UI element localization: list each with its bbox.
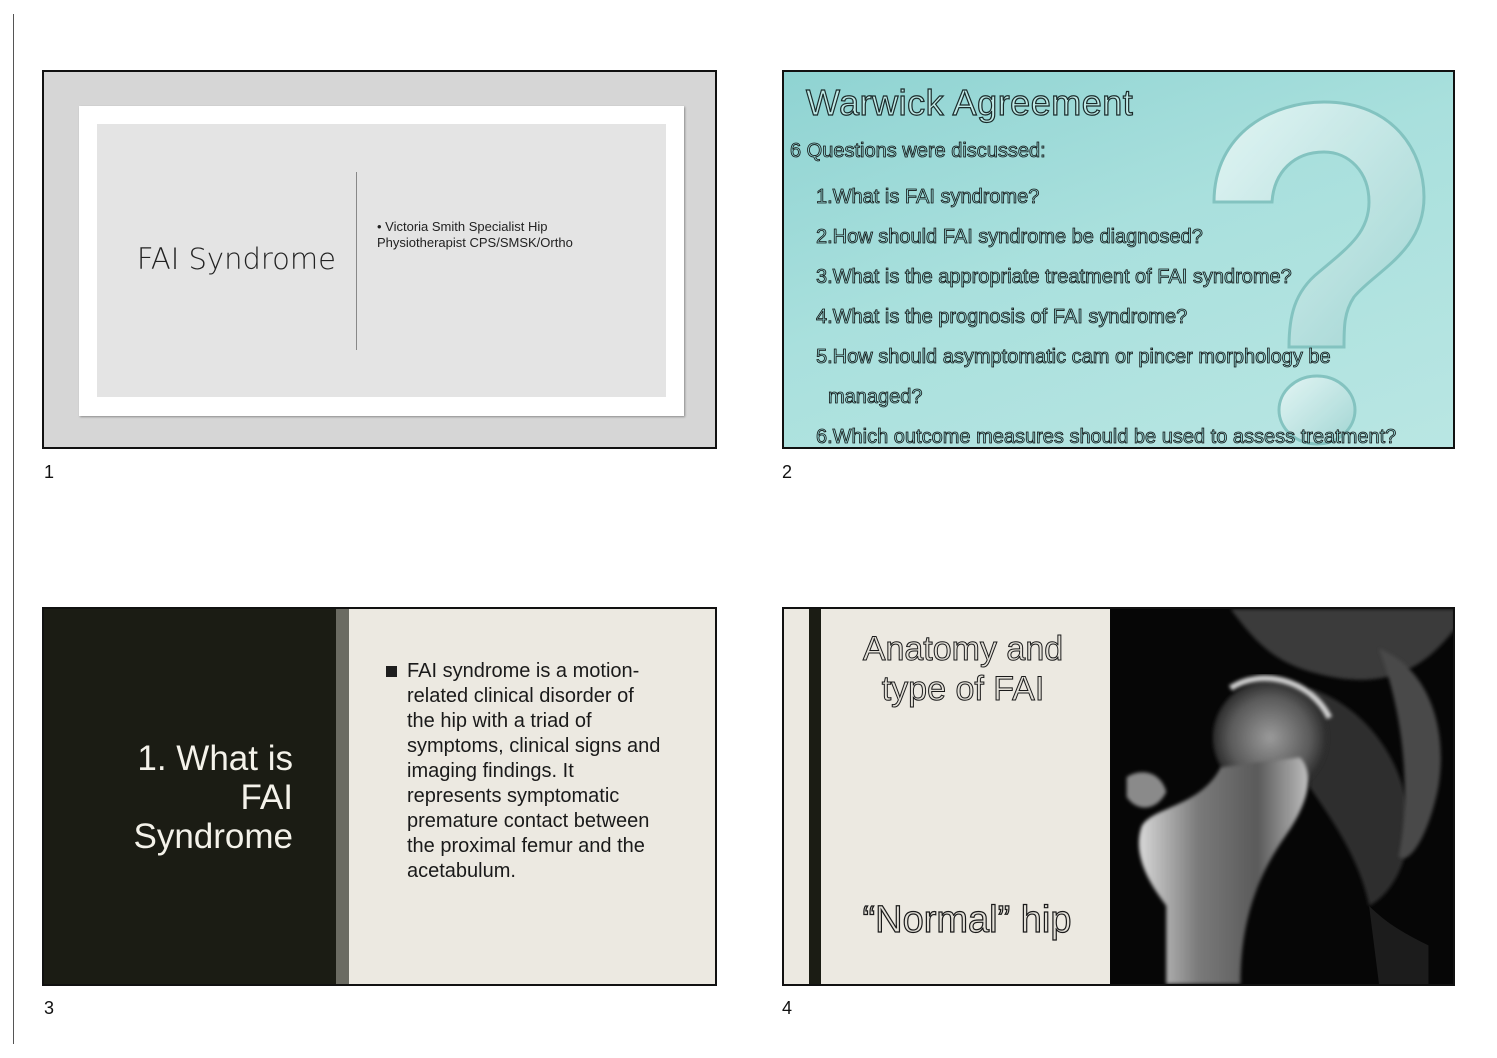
slide-3[interactable] — [42, 607, 717, 986]
slide-2-number: 2 — [782, 462, 793, 482]
list-item-text: managed? — [828, 386, 923, 408]
slide-3-title — [42, 739, 293, 856]
slide-3-bullet — [386, 659, 666, 884]
hip-xray-image — [1110, 609, 1455, 984]
list-item: 3.What is the appropriate treatment of FAI syndrome? — [816, 266, 1292, 288]
slide-4-title — [828, 629, 1098, 709]
question-list — [816, 177, 1446, 449]
slide-1-frame — [79, 106, 684, 416]
slide-1[interactable] — [42, 70, 717, 449]
slide-4[interactable] — [782, 607, 1455, 986]
list-item: 1.What is FAI syndrome? — [816, 186, 1040, 208]
slide-2-title: Warwick Agreement — [806, 82, 1134, 123]
slide-3-body: FAI syndrome is a motion-related clinical disorder of the hip with a triad of symptoms, clinical signs and imaging findings. It represents symptomatic premature contact between the proximal femur and the acetabulum. — [407, 660, 661, 882]
slide-4-bar — [809, 609, 821, 984]
list-item: 2.How should FAI syndrome be diagnosed? — [816, 226, 1203, 248]
slide-3-title-line: Syndrome — [133, 817, 293, 856]
slide-2-lead: 6 Questions were discussed: — [790, 140, 1046, 162]
page-margin-line — [13, 14, 14, 1044]
slide-3-number: 3 — [44, 998, 55, 1018]
slide-4-caption: “Normal” hip — [862, 899, 1072, 941]
slide-3-title-line: FAI — [240, 778, 293, 817]
slide-1-divider — [356, 172, 357, 350]
slide-3-stripe — [336, 609, 349, 984]
square-bullet-icon — [386, 666, 397, 677]
slide-4-title-line: type of FAI — [881, 670, 1045, 708]
list-item: 6.Which outcome measures should be used to assess treatment? — [816, 426, 1397, 448]
slide-4-number: 4 — [782, 998, 793, 1018]
slide-1-panel — [97, 124, 666, 397]
slide-2[interactable] — [782, 70, 1455, 449]
slide-4-title-line: Anatomy and — [862, 630, 1064, 668]
list-item: 5.How should asymptomatic cam or pincer morphology be — [816, 346, 1331, 368]
slide-3-title-line: 1. What is — [137, 739, 293, 778]
slide-1-title: FAI Syndrome — [136, 242, 336, 276]
slide-1-subtitle: • Victoria Smith Specialist Hip Physiotherapist CPS/SMSK/Ortho — [377, 219, 573, 250]
list-item: 4.What is the prognosis of FAI syndrome? — [816, 306, 1188, 328]
slide-1-number: 1 — [44, 462, 55, 482]
list-item-continuation — [816, 377, 1446, 417]
